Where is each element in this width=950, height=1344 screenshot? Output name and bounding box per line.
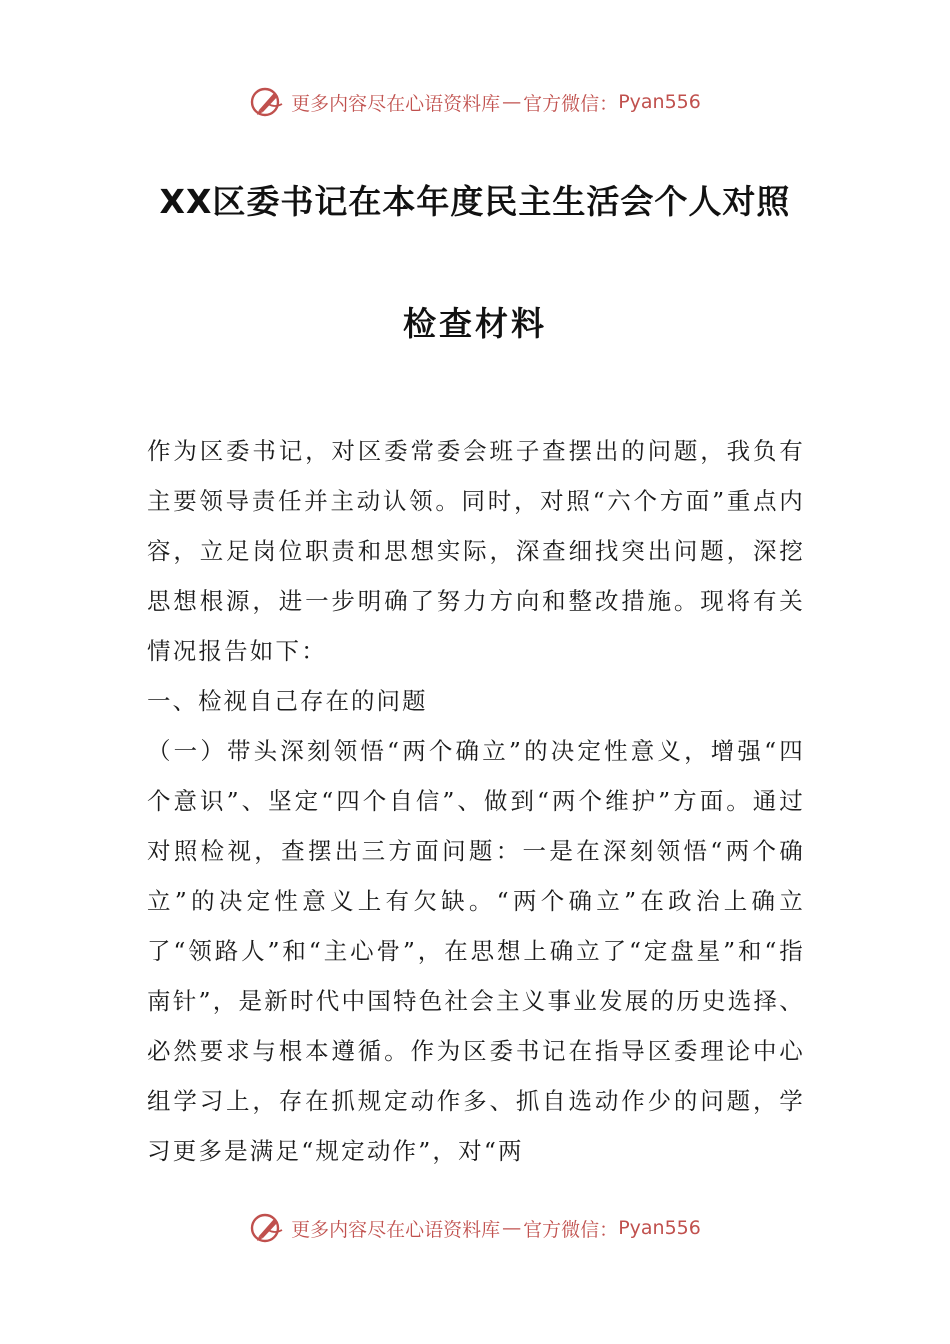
watermark-footer bbox=[0, 1208, 950, 1248]
document-body bbox=[147, 426, 805, 1176]
watermark-label: 官方微信： bbox=[523, 92, 619, 115]
watermark-id: Pyan556 bbox=[618, 91, 701, 113]
pen-logo-icon bbox=[249, 84, 285, 120]
paragraph-section-1: （一）带头深刻领悟“两个确立”的决定性意义，增强“四个意识”、坚定“四个自信”、做到“两个维护”方面。通过对照检视，查摆出三方面问题：一是在深刻领悟“两个确立”的决定性意义上有欠缺。“两个确立”在政治上确立了“领路人”和“主心骨”，在思想上确立了“定盘星”和“指南针”，是新时代中国特色社会主义事业发展的历史选择、必然要求与根本遵循。作为区委书记在指导区委理论中心组学习上，存在抓规定动作多、抓自选动作少的问题，学习更多是满足“规定动作”，对“两 bbox=[147, 737, 805, 1165]
watermark-dash: — bbox=[502, 91, 522, 113]
document-title-line-2: 检查材料 bbox=[403, 304, 547, 343]
watermark-id: Pyan556 bbox=[618, 1217, 701, 1239]
watermark-text: 更多内容尽在心语资料库 bbox=[291, 1218, 501, 1241]
watermark-header bbox=[0, 82, 950, 122]
watermark-label: 官方微信： bbox=[523, 1218, 619, 1241]
watermark-text: 更多内容尽在心语资料库 bbox=[291, 92, 501, 115]
section-heading: 一、检视自己存在的问题 bbox=[147, 687, 428, 715]
watermark-dash: — bbox=[502, 1217, 522, 1239]
pen-logo-icon bbox=[249, 1210, 285, 1246]
paragraph-intro: 作为区委书记，对区委常委会班子查摆出的问题，我负有主要领导责任并主动认领。同时，对照“六个方面”重点内容，立足岗位职责和思想实际，深查细找突出问题，深挖思想根源，进一步明确了努力方向和整改措施。现将有关情况报告如下： bbox=[147, 437, 805, 665]
document-title-line-1: XX区委书记在本年度民主生活会个人对照 bbox=[159, 182, 791, 221]
